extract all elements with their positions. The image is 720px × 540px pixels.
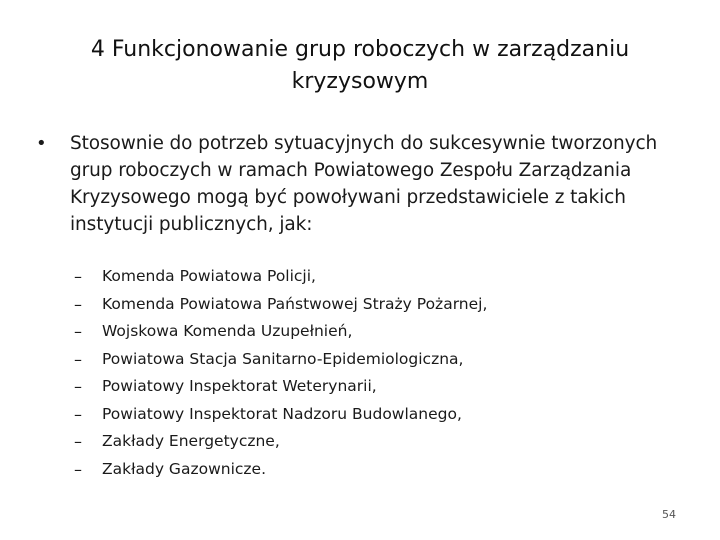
dash-marker: –	[74, 294, 82, 314]
list-item-text: Zakłady Energetyczne,	[102, 432, 280, 450]
list-item-text: Zakłady Gazownicze.	[102, 459, 266, 478]
dash-marker: –	[74, 322, 82, 341]
slide-title: 4 Funkcjonowanie grup roboczych w zarządzaniu kryzysowym	[90, 37, 630, 94]
list-item-text: Powiatowy Inspektorat Nadzoru Budowlanego,	[102, 404, 462, 423]
dash-marker: –	[74, 432, 82, 451]
dash-marker: –	[74, 267, 82, 286]
list-item	[74, 373, 487, 401]
list-item-text: Powiatowy Inspektorat Weterynarii,	[102, 377, 377, 395]
list-item	[74, 401, 487, 429]
list-item	[74, 318, 487, 346]
institution-list	[74, 263, 487, 483]
bullet-marker: •	[36, 133, 47, 154]
list-item	[74, 346, 487, 374]
list-item	[74, 291, 487, 319]
dash-marker: –	[74, 404, 82, 424]
dash-marker: –	[74, 349, 82, 369]
main-bullet	[30, 130, 690, 238]
list-item	[74, 263, 487, 291]
main-bullet-block	[30, 130, 690, 238]
page-number: 54	[662, 508, 676, 521]
main-bullet-text: Stosownie do potrzeb sytuacyjnych do sukcesywnie tworzonych grup roboczych w ramach Powiatowego Zespołu Zarządzania Kryzysowego mogą być powoływani przedstawiciele z takich instytucji publicznych, jak:	[70, 133, 658, 235]
list-item-text: Powiatowa Stacja Sanitarno-Epidemiologiczna,	[102, 349, 464, 368]
dash-marker: –	[74, 459, 82, 479]
list-item-text: Komenda Powiatowa Policji,	[102, 267, 316, 285]
list-item-text: Komenda Powiatowa Państwowej Straży Pożarnej,	[102, 294, 488, 313]
dash-marker: –	[74, 377, 82, 396]
list-item	[74, 456, 487, 484]
list-item-text: Wojskowa Komenda Uzupełnień,	[102, 322, 353, 340]
list-item	[74, 428, 487, 456]
